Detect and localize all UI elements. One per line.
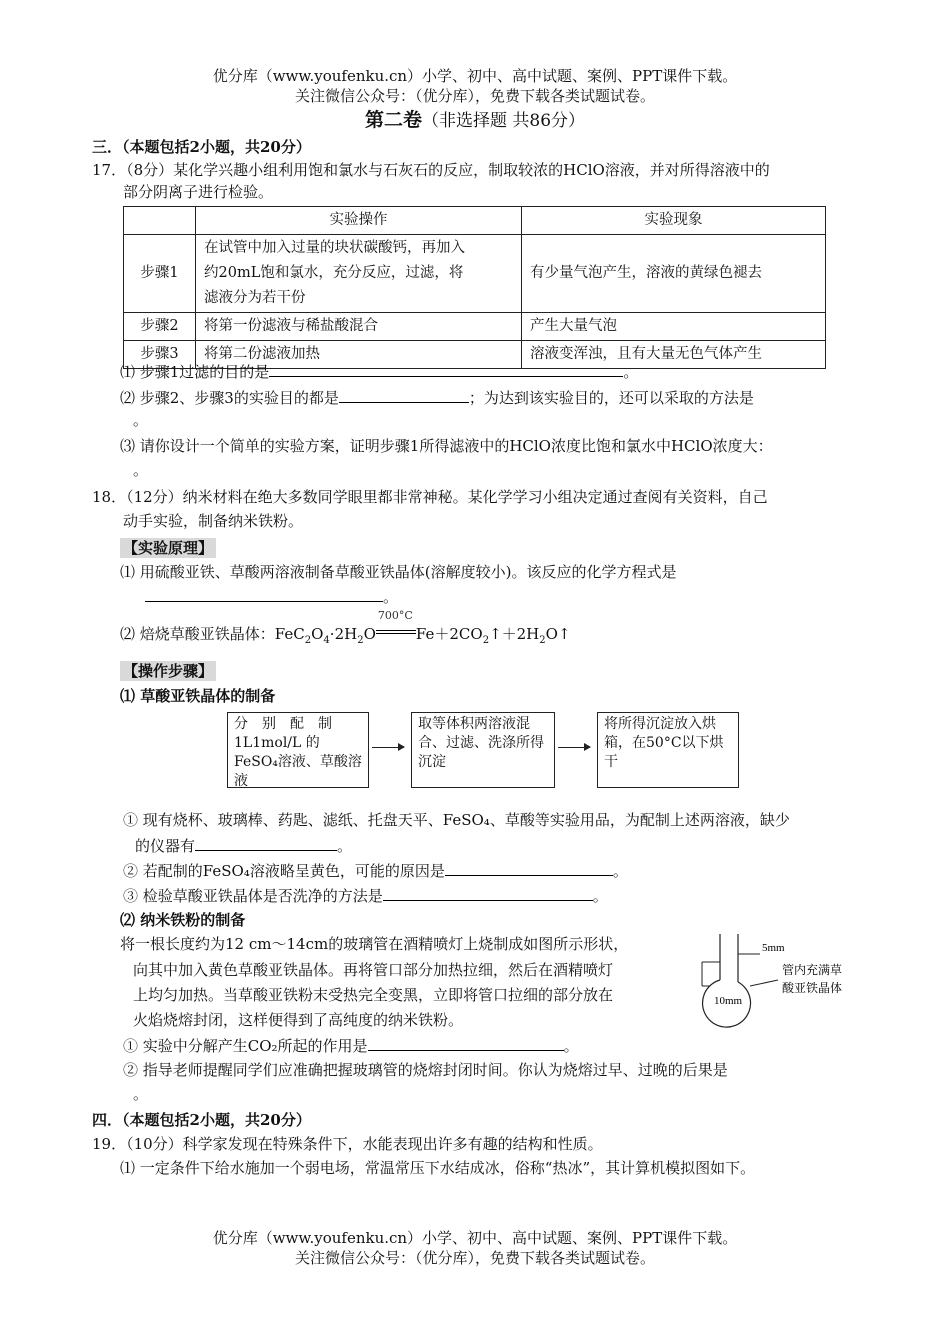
q18-step2-q1-end: 。 [563, 1037, 579, 1055]
q18-step2-text-line: 将一根长度约为12 cm～14cm的玻璃管在酒精喷灯上烧制成如图所示形状， [120, 935, 629, 953]
table-header-cell: 实验现象 [522, 207, 826, 235]
q17-part1-answer-blank[interactable] [269, 360, 623, 377]
q18-step1-q2-end: 。 [612, 862, 628, 880]
section-3-num: 三． [92, 138, 123, 156]
flow-arrow-icon [372, 747, 404, 748]
flow-box-dry: 将所得沉淀放入烘箱，在50°C以下烘干 [597, 712, 739, 788]
q19-intro [92, 1134, 603, 1154]
q18-equation-answer-blank[interactable] [145, 585, 383, 602]
fig-label-contents-2: 酸亚铁晶体 [782, 981, 843, 995]
q18-wash-check-answer-blank[interactable] [383, 884, 593, 901]
table-header-row [124, 207, 826, 235]
q17-part3: ⑶ 请你设计一个简单的实验方案，证明步骤1所得滤液中的HClO浓度比饱和氯水中HClO浓度大： [120, 437, 773, 455]
q18-step1-q2-text: ② 若配制的FeSO₄溶液略呈黄色，可能的原因是 [123, 862, 445, 880]
q18-step1-q3-end: 。 [592, 887, 608, 905]
q18-principle-2-label: ⑵ 焙烧草酸亚铁晶体： [120, 625, 275, 643]
table-op-line: 约20mL饱和氯水，充分反应，过滤，将 [204, 265, 464, 281]
q18-step2-q1-text: ① 实验中分解产生CO₂所起的作用是 [123, 1037, 368, 1055]
steps-tag-label: 【操作步骤】 [120, 661, 216, 681]
section-3-heading [92, 137, 311, 157]
q19-num: 19． [92, 1135, 127, 1153]
q18-step1-q3-text: ③ 检验草酸亚铁晶体是否洗净的方法是 [123, 887, 383, 905]
principle-tag-label: 【实验原理】 [120, 538, 216, 558]
footer-line-1: 优分库（www.youfenku.cn）小学、初中、高中试题、案例、PPT课件下载。 [212, 1229, 738, 1247]
double-line-sign [376, 630, 416, 634]
table-step-cell: 步骤1 [124, 235, 196, 313]
q18-yellow-reason-answer-blank[interactable] [445, 859, 613, 876]
equation-reactant: $FeC_2O_4\cdot 2H_2O$ [274, 625, 376, 646]
q17-part2-text-a: ⑵ 步骤2、步骤3的实验目的都是 [120, 389, 339, 407]
header-line-1: 优分库（www.youfenku.cn）小学、初中、高中试题、案例、PPT课件下载。 [212, 67, 738, 85]
q18-step2-q1 [123, 1034, 579, 1056]
q17-part2-text-b: ；为达到该实验目的，还可以采取的方法是 [468, 389, 754, 407]
table-op-line: 在试管中加入过量的块状碳酸钙，再加入 [204, 240, 465, 256]
q18-instruments-answer-blank[interactable] [195, 834, 337, 851]
q18-intro-2: 动手实验，制备纳米铁粉。 [123, 512, 304, 530]
q19-part1: ⑴ 一定条件下给水施加一个弱电场，常温常压下水结成冰，俗称“热冰”，其计算机模拟图如下。 [120, 1159, 756, 1177]
table-obs-cell: 产生大量气泡 [522, 313, 826, 341]
table-op-cell: 将第一份滤液与稀盐酸混合 [196, 313, 522, 341]
q18-step2-q2-end: 。 [133, 1085, 149, 1103]
q17-part2 [120, 386, 754, 408]
table-row [124, 235, 826, 313]
reaction-condition-sign [376, 609, 416, 644]
q17-part2-end: 。 [133, 411, 149, 429]
q17-part1-text: ⑴ 步骤1过滤的目的是 [120, 363, 270, 381]
label-leader-line [750, 980, 778, 986]
q18-step1-title: ⑴ 草酸亚铁晶体的制备 [120, 687, 276, 705]
q18-principle-1-end: 。 [383, 588, 399, 606]
table-obs-cell: 溶液变浑浊，且有大量无色气体产生 [522, 341, 826, 369]
q18-step2-text-line: 上均匀加热。当草酸亚铁粉末受热完全变黑，立即将管口拉细的部分放在 [133, 986, 614, 1004]
q18-step1-q1-b-text: 的仪器有 [135, 837, 196, 855]
q18-step2-text-line: 火焰烧熔封闭，这样便得到了高纯度的纳米铁粉。 [133, 1011, 464, 1029]
q17-part3-end: 。 [133, 461, 149, 479]
q18-step1-q2 [123, 859, 628, 881]
volume-title [0, 108, 950, 133]
table-obs-cell: 有少量气泡产生，溶液的黄绿色褪去 [522, 235, 826, 313]
volume-title-main: 第二卷 [364, 109, 422, 131]
q18-num: 18． [92, 488, 127, 506]
table-step-cell: 步骤2 [124, 313, 196, 341]
flow-box-mix-filter: 取等体积两溶液混合、过滤、洗涤所得沉淀 [411, 712, 555, 788]
section-4-num: 四． [92, 1111, 123, 1129]
table-header-cell: 实验操作 [196, 207, 522, 235]
q18-principle-tag [120, 538, 216, 558]
flow-arrow-icon [558, 747, 590, 748]
q18-intro-1: （12分）纳米材料在绝大多数同学眼里都非常神秘。某化学学习小组决定通过查阅有关资料，自己 [126, 488, 768, 506]
q18-principle-2 [120, 609, 571, 651]
q18-step1-q1-b [135, 834, 352, 856]
footer-line-2: 关注微信公众号：（优分库），免费下载各类试题试卷。 [294, 1249, 655, 1267]
q17-intro-line1 [92, 160, 770, 180]
q17-num: 17． [92, 161, 127, 179]
flow-box-prepare-solutions: 分 别 配 制 1L1mol/L 的FeSO₄溶液、草酸溶液 [227, 712, 369, 788]
volume-title-sub: （非选择题 共86分） [421, 111, 586, 131]
q18-step2-q2: ② 指导老师提醒同学们应准确把握玻璃管的烧熔封闭时间。你认为烧熔过早、过晚的后果是 [123, 1061, 728, 1079]
fig-label-10mm: 10mm [714, 995, 743, 1007]
section-4-heading [92, 1110, 311, 1130]
q19-intro-text: （10分）科学家发现在特殊条件下，水能表现出许多有趣的结构和性质。 [126, 1135, 603, 1153]
section-3-label: （本题包括2小题，共20分） [122, 138, 311, 156]
q17-intro-1: （8分）某化学兴趣小组利用饱和氯水与石灰石的反应，制取较浓的HClO溶液，并对所得溶液中的 [126, 161, 770, 179]
section-4-label: （本题包括2小题，共20分） [122, 1111, 311, 1129]
q18-step1-q3 [123, 884, 608, 906]
q17-part2-answer-blank[interactable] [339, 386, 469, 403]
header-line-2: 关注微信公众号：（优分库），免费下载各类试题试卷。 [294, 87, 655, 105]
q18-step1-q1-end: 。 [337, 837, 353, 855]
q17-intro-2: 部分阴离子进行检验。 [123, 183, 274, 201]
table-op-cell [196, 235, 522, 313]
equation-products: $Fe+2CO_2↑+2H_2O↑$ [415, 625, 571, 646]
table-row [124, 313, 826, 341]
q17-part1 [120, 360, 638, 382]
q18-step1-q1-a: ① 现有烧杯、玻璃棒、药匙、滤纸、托盘天平、FeSO₄、草酸等实验用品，为配制上述两溶液，缺少 [123, 811, 790, 829]
fig-label-contents-1: 管内充满草 [782, 963, 843, 977]
q18-step2-title: ⑵ 纳米铁粉的制备 [120, 911, 246, 929]
q18-step2-text-line: 向其中加入黄色草酸亚铁晶体。再将管口部分加热拉细，然后在酒精喷灯 [133, 961, 614, 979]
table-header-cell [124, 207, 196, 235]
table-op-cell: 将第二份滤液加热 [196, 341, 522, 369]
q17-experiment-table [123, 206, 826, 369]
fig-label-5mm: 5mm [762, 942, 785, 954]
q18-steps-tag [120, 661, 216, 681]
q18-principle-1-answer [145, 585, 398, 607]
glass-tube-figure [690, 922, 870, 1032]
reaction-condition-label: 700°C [377, 609, 413, 622]
q17-part1-end: 。 [623, 363, 639, 381]
q18-co2-role-answer-blank[interactable] [368, 1034, 564, 1051]
table-op-line: 滤液分为若干份 [204, 290, 306, 306]
table-step-cell: 步骤3 [124, 341, 196, 369]
q18-intro-line1 [92, 487, 768, 507]
q18-principle-1: ⑴ 用硫酸亚铁、草酸两溶液制备草酸亚铁晶体(溶解度较小)。该反应的化学方程式是 [120, 563, 677, 581]
